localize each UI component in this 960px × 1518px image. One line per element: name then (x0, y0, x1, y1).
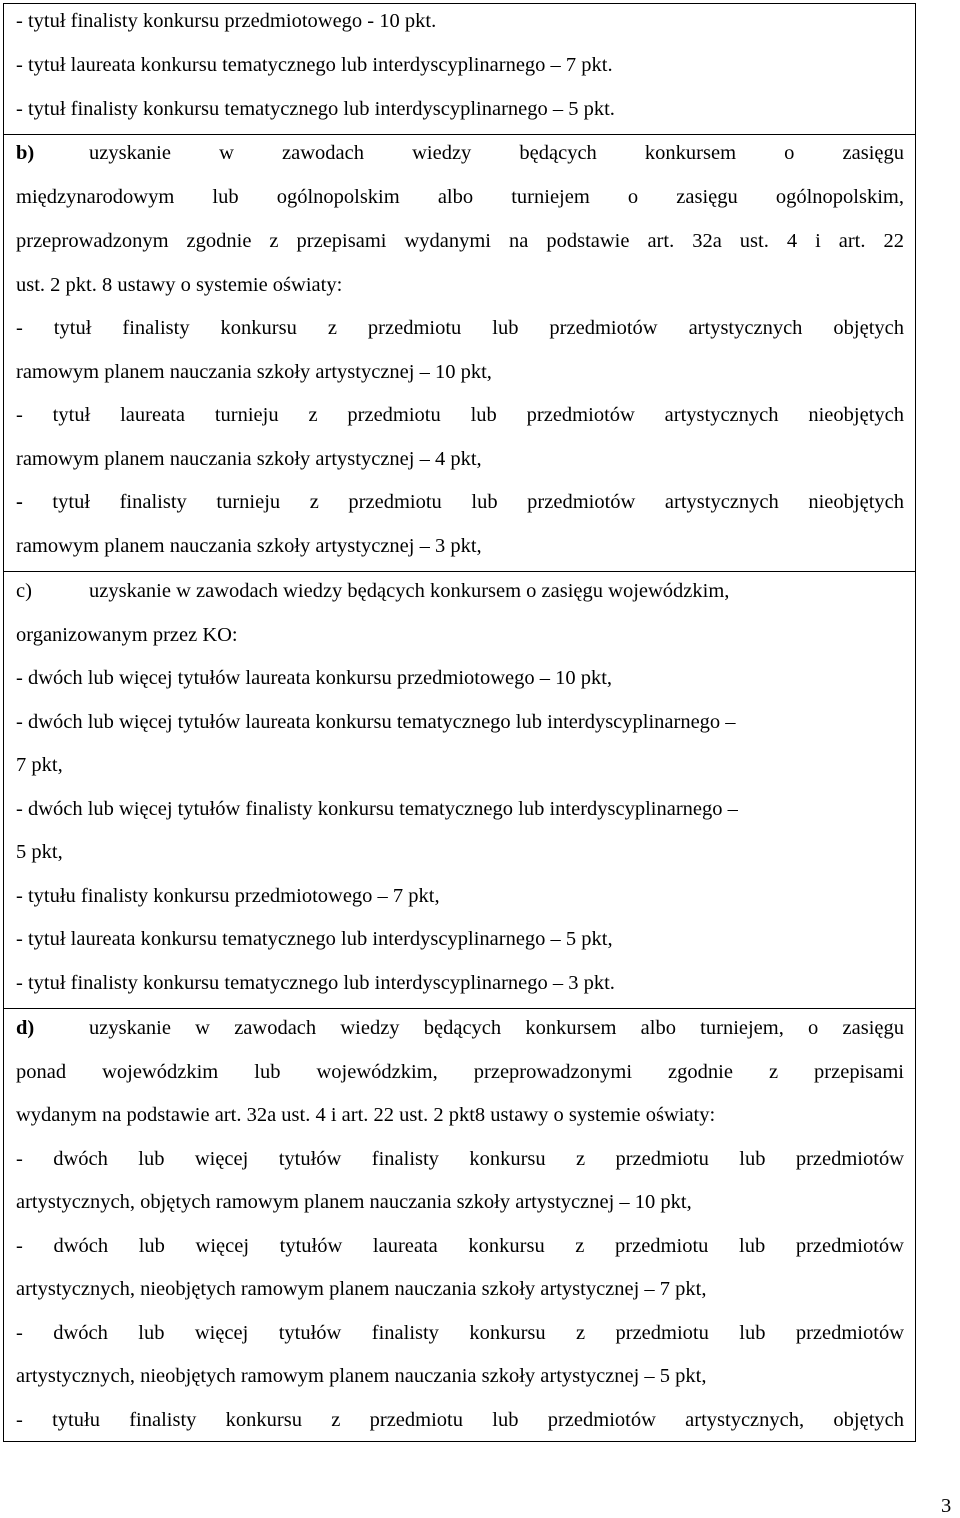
text-line: - dwóch lub więcej tytułów finalisty konkursu z przedmiotu lub przedmiotów (16, 1322, 904, 1344)
text-line: - dwóch lub więcej tytułów laureata konkursu z przedmiotu lub przedmiotów (16, 1235, 904, 1257)
table-cell-section-c (4, 572, 915, 1009)
text-line: 7 pkt, (16, 754, 63, 776)
text-line (16, 1016, 904, 1040)
bold-dash: - (16, 491, 23, 513)
text-line (16, 141, 904, 165)
text-line: - dwóch lub więcej tytułów finalisty konkursu z przedmiotu lub przedmiotów (16, 1148, 904, 1170)
text-line: - dwóch lub więcej tytułów laureata konkursu przedmiotowego – 10 pkt, (16, 667, 613, 689)
text-line: ramowym planem nauczania szkoły artystycznej – 10 pkt, (16, 361, 492, 383)
text-line: - tytuł finalisty konkursu przedmiotowego - 10 pkt. (16, 10, 437, 32)
table-cell-section-b (4, 135, 915, 572)
text-line: - tytuł laureata konkursu tematycznego lub interdyscyplinarnego – 7 pkt. (16, 54, 613, 76)
table-cell-section-a (4, 4, 915, 135)
section-label: c) (16, 580, 32, 602)
text-line: przeprowadzonym zgodnie z przepisami wydanymi na podstawie art. 32a ust. 4 i art. 22 (16, 230, 904, 252)
text-line: - tytuł laureata turnieju z przedmiotu lub przedmiotów artystycznych nieobjętych (16, 404, 904, 426)
text-line: artystycznych, nieobjętych ramowym planem nauczania szkoły artystycznej – 7 pkt, (16, 1278, 707, 1300)
text-line: 5 pkt, (16, 841, 63, 863)
text-line: ust. 2 pkt. 8 ustawy o systemie oświaty: (16, 274, 343, 296)
text-line: - tytuł finalisty konkursu tematycznego lub interdyscyplinarnego – 5 pkt. (16, 98, 615, 120)
text-line: - tytułu finalisty konkursu przedmiotowego – 7 pkt, (16, 885, 440, 907)
criteria-table (3, 3, 916, 1442)
text-line: międzynarodowym lub ogólnopolskim albo turniejem o zasięgu ogólnopolskim, (16, 186, 904, 208)
table-cell-section-d (4, 1009, 915, 1443)
text-line: - dwóch lub więcej tytułów finalisty konkursu tematycznego lub interdyscyplinarnego – (16, 798, 738, 820)
text-line: - tytuł finalisty konkursu z przedmiotu lub przedmiotów artystycznych objętych (16, 317, 904, 339)
page-number: 3 (941, 1495, 952, 1517)
section-label: d) (16, 1017, 35, 1039)
text-line: - tytułu finalisty konkursu z przedmiotu lub przedmiotów artystycznych, objętych (16, 1409, 904, 1431)
section-label: b) (16, 142, 35, 164)
text-line (16, 490, 904, 514)
text-span: uzyskanie w zawodach wiedzy będących konkursem o zasięgu (89, 142, 904, 164)
text-span: tytuł finalisty turnieju z przedmiotu lub przedmiotów artystycznych nieobjętych (52, 491, 904, 513)
text-line: ramowym planem nauczania szkoły artystycznej – 4 pkt, (16, 448, 482, 470)
text-line: wydanym na podstawie art. 32a ust. 4 i art. 22 ust. 2 pkt8 ustawy o systemie oświaty: (16, 1104, 716, 1126)
text-line: ramowym planem nauczania szkoły artystycznej – 3 pkt, (16, 535, 482, 557)
text-line (16, 579, 904, 603)
text-line: artystycznych, objętych ramowym planem nauczania szkoły artystycznej – 10 pkt, (16, 1191, 692, 1213)
text-line: - dwóch lub więcej tytułów laureata konkursu tematycznego lub interdyscyplinarnego – (16, 711, 736, 733)
text-line: artystycznych, nieobjętych ramowym planem nauczania szkoły artystycznej – 5 pkt, (16, 1365, 707, 1387)
text-line: organizowanym przez KO: (16, 624, 238, 646)
text-line: ponad wojewódzkim lub wojewódzkim, przeprowadzonymi zgodnie z przepisami (16, 1061, 904, 1083)
text-span: uzyskanie w zawodach wiedzy będących konkursem albo turniejem, o zasięgu (89, 1017, 904, 1039)
text-span: uzyskanie w zawodach wiedzy będących konkursem o zasięgu wojewódzkim, (89, 580, 730, 602)
text-line: - tytuł laureata konkursu tematycznego lub interdyscyplinarnego – 5 pkt, (16, 928, 613, 950)
text-line: - tytuł finalisty konkursu tematycznego lub interdyscyplinarnego – 3 pkt. (16, 972, 615, 994)
